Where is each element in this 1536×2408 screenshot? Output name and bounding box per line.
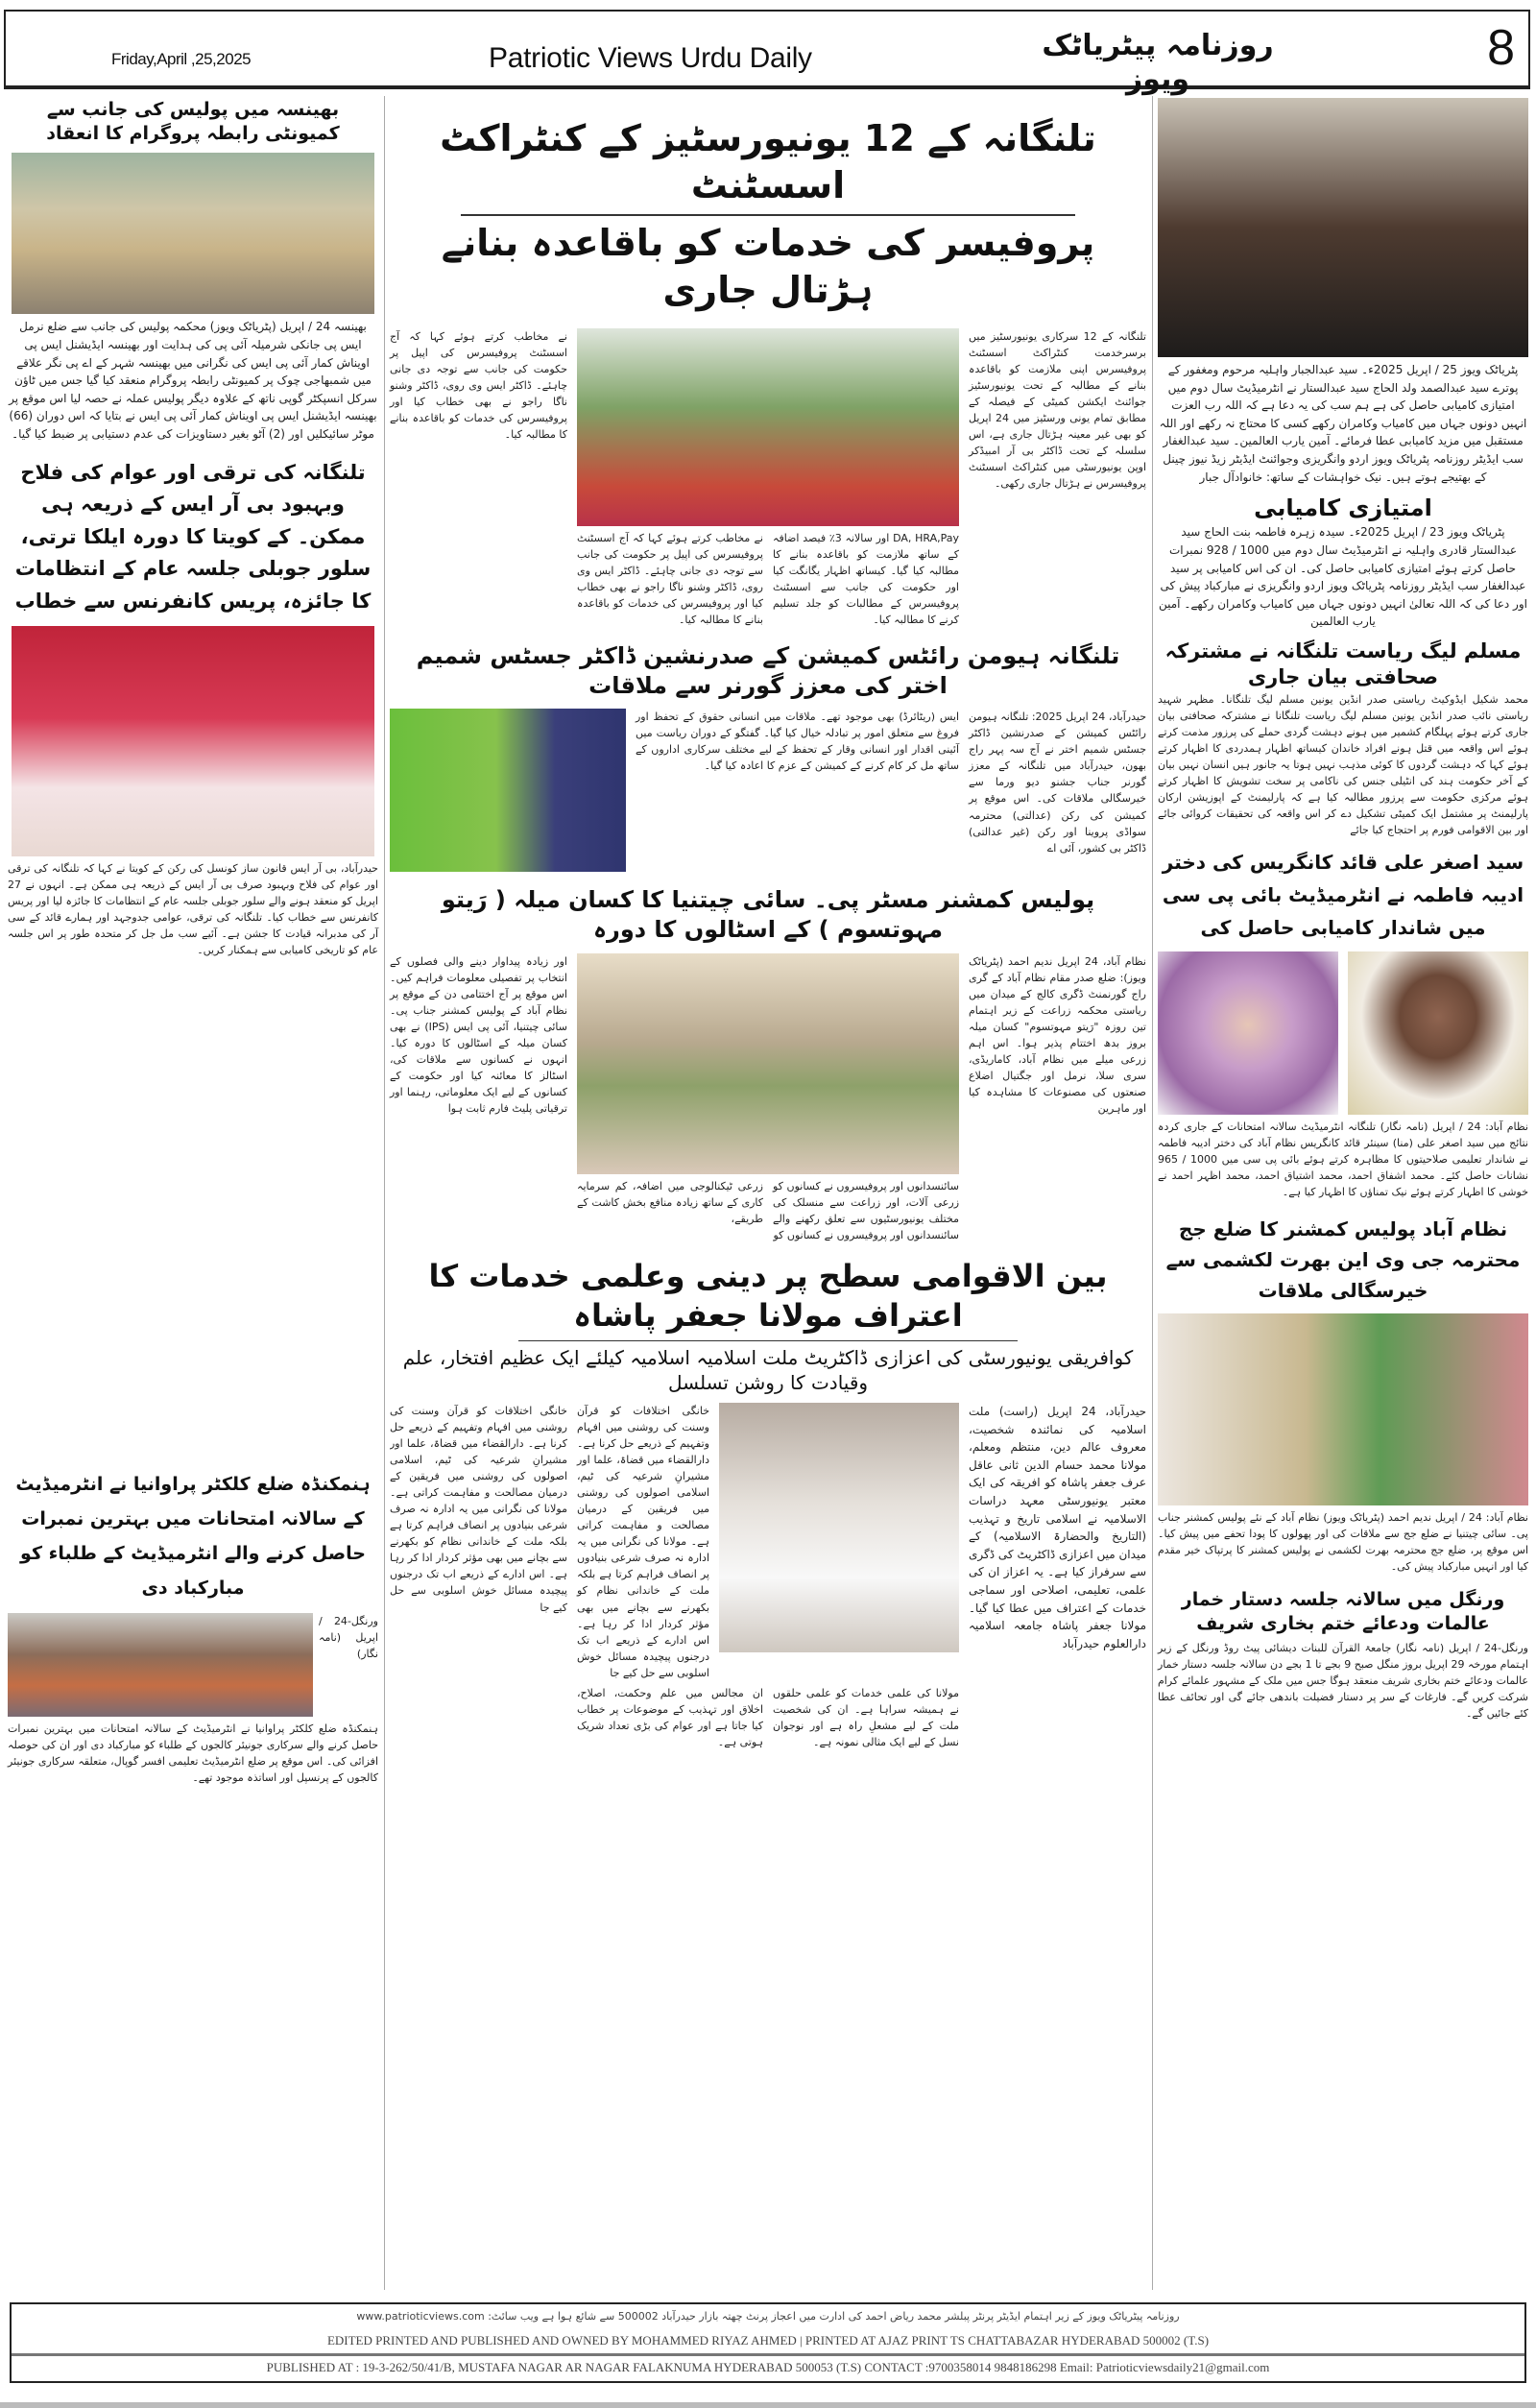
kisan-mela-headline: پولیس کمشنر مسٹر پی۔ سائی چیتنیا کا کسان میلہ ( رَیتو مہوتسوم ) کے اسٹالوں کا دورہ xyxy=(441,886,1095,944)
left-story2-headline: تلنگانہ کی ترقی اور عوام کی فلاح وبہبود بی آر ایس کے ذریعہ ہی ممکن۔ کے کویتا کا دورہ ایلکا ترتی، سلور جوبلی جلسہ عام کے انتظامات کا جائزہ، پریس کانفرنس سے خطاب xyxy=(14,460,372,613)
right-story4-headline: سید اصغر علی قائد کانگریس کی دختر ادیبہ فاطمہ نے انٹرمیڈیٹ بائی پی سی میں شاندار کامیابی حاصل کی xyxy=(1162,850,1524,939)
lead-story-col1: تلنگانہ کے 12 سرکاری یونیورسٹیز میں برسرخدمت کنٹراکٹ اسسٹنٹ پروفیسرس اپنی ملازمت کو باقاعدہ بنانے کے مطالبہ کے تحت یونیورسٹیز جوائنٹ ایکشن کمیٹی کے فیصلہ کے مطابق تمام یونی ورسٹیز میں 24 اپریل کو بھی غیر معینہ ہڑتال جاری ہے، اس سلسلہ کے تحت ڈاکٹر بی آر امبیڈکر اوپن یونیورسٹی میں کنٹراکٹ اسسٹنٹ پروفیسرس نے ہڑتال جاری رکھی۔ xyxy=(969,329,1146,490)
lead-story-col3: نے مخاطب کرتے ہوئے کہا کہ آج اسسٹنٹ پروفیسرس کی اپیل پر حکومت کی جانب سے توجہ دی جانی چاہئے۔ ڈاکٹر ایس وی روی، ڈاکٹر وشنو ناگا راجو نے بھی خطاب کیا اور پروفیسرس کی خدمات کو باقاعدہ بنانے کا مطالبہ کیا۔ xyxy=(390,329,567,441)
imprint-separator xyxy=(12,2353,1524,2356)
right-story3-body: محمد شکیل ایڈوکیٹ ریاستی صدر انڈین یونین مسلم لیگ تلنگانا۔ مظہر شہید ریاستی نائب صدر انڈین یونین مسلم لیگ ریاست تلنگانا نے مشترکہ صحافتی بیان جاری کرتے ہوئے پہلگام کشمیر میں ہونے دہشت گردی حملے کی پرزور مذمت کرتے ہوئے اس واقعہ میں قتل ہونے افراد خاندان کیساتھ اظہار ہمدردی کا اظہار کرتے ہوئے کہا کہ دہشت گردوں کا کوئی مذہب نہیں ہوتا یہ جانور ہیں انسان نہیں بیان کے آخر حکومت ہند کی انٹیلی جنس کی ناکامی پر سخت تشویش کا اظہار کرتے ہوئے مرکزی حکومت سے پرزور مطالبہ کیا ہے کہ پارلیمنٹ کے اپوزیشن ارکان پارلیمنٹ پر مشتمل ایک کمیٹی تشکیل دے کر اس واقعہ کی تحقیقات کروائی جائے اور بین الاقوامی فورم پر احتجاج کیا جائے xyxy=(1158,692,1528,836)
right-story6-headline: ورنگل میں سالانہ جلسہ دستار خمار عالمات ودعائے ختم بخاری شریف xyxy=(1181,1589,1505,1635)
right-story4-body: نظام آباد: 24 / اپریل (نامہ نگار) تلنگانہ انٹرمیڈیٹ سالانہ امتحانات کے جاری کردہ نتائج میں سید اصغر علی (منا) سینئر قائد کانگریس نظام آباد کی دختر ادیبہ فاطمہ نے شاندار تعلیمی صلاحیتوں کا مظاہرہ کرتے ہوئے بائی پی سی میں 1000 / 965 نشانات حاصل کئے۔ محمد اشفاق احمد، محمد اشتیاق احمد، محمد اظہر احمد نے خوشی کا اظہار کرتے ہوئے نیک تمناؤں کا اظہار کیا ہے۔ xyxy=(1158,1120,1528,1199)
right-story2-body: پٹریاٹک ویوز 23 / اپریل 2025ء۔ سیدہ زہرہ فاطمہ بنت الحاج سید عبدالستار قادری واہلیہ نے انٹرمیڈیٹ سال دوم میں 1000 / 928 نمبرات حاصل کرتے ہوئے امتیازی کامیابی حاصل کی۔ ان کی اس کامیابی پر سید عبدالغفار سب ایڈیٹر روزنامہ پٹریاٹک ویوز اردو وانگریزی نے مبارکباد پیش کی اور دعا کی کہ اللہ تعالیٰ انہیں دونوں جہاں میں کامیاب وکامران رکھے۔ آمین یارب العالمین xyxy=(1159,525,1527,629)
hrc-story-col2: ایس (ریٹائرڈ) بھی موجود تھے۔ ملاقات میں انسانی حقوق کے تحفظ اور فروغ سے متعلق امور پر تبادلہ خیال کیا گیا۔ گفتگو کے دوران ریاست میں آئینی اقدار اور انسانی وقار کے تحفظ کے لیے مختلف سرکاری اداروں کے ساتھ مل کر کام کرنے کے کمیشن کے عزم کا اعادہ کیا گیا۔ xyxy=(636,710,959,773)
right-story2-headline: امتیازی کامیابی xyxy=(1254,494,1432,522)
headline-rule xyxy=(461,214,1075,216)
page-number: 8 xyxy=(1487,20,1515,76)
imprint-urdu-text: روزنامہ پیٹریاٹک ویوز کے زیر اہتمام ایڈیٹر پرنٹر پبلشر محمد ریاض احمد کی ادارت میں اعجاز پرنٹ چھتہ بازار حیدرآباد 500002 سے شائع ہوا ہے ویب سائٹ: xyxy=(488,2310,1180,2323)
imprint-urdu-line xyxy=(12,2310,1524,2323)
website-link[interactable]: www.patrioticviews.com xyxy=(356,2310,485,2323)
kisan-mela-stalls-photo xyxy=(577,953,959,1174)
headline-rule xyxy=(518,1340,1018,1341)
maulana-headline: بین الاقوامی سطح پر دینی وعلمی خدمات کا اعتراف مولانا جعفر پاشاہ xyxy=(428,1257,1108,1335)
kisan-story-col3: زرعی ٹیکنالوجی میں اضافہ، کم سرمایہ کاری کے ساتھ زیادہ منافع بخش کاشت کے طریقے، xyxy=(577,1179,763,1225)
commissioner-judge-meeting-photo xyxy=(1158,1313,1528,1505)
imprint-address-line: PUBLISHED AT : 19-3-262/50/41/B, MUSTAFA NAGAR AR NAGAR FALAKNUMA HYDERABAD 500053 (T.S) CONTACT :9700358014 9848186298 Email: Patrioticviewsdaily21@gmail.com xyxy=(266,2360,1270,2374)
left-story2-body: حیدرآباد، بی آر ایس قانون ساز کونسل کی رکن کے کویتا نے کہا کہ تلنگانہ کی ترقی اور عوام کی فلاح وبہبود صرف بی آر ایس کے ذریعہ ہی ممکن ہے۔ انہوں نے 27 اپریل کو منعقد ہونے والے سلور جوبلی جلسہ عام کے انتظامات کا جائزہ لیا اور پریس کانفرنس سے خطاب کیا۔ تلنگانہ کی ترقی، عوامی جدوجہد اور ہمارے قائد کے سی آر کی مدبرانہ قیادت کا جشن ہے۔ آئیے سب مل جل کر متحدہ طور پر اس جلسہ عام کو تاریخی کامیابی سے ہمکنار کریں۔ xyxy=(8,861,378,956)
maulana-col3: مولانا کی علمی خدمات کو علمی حلقوں نے ہمیشہ سراہا ہے۔ ان کی شخصیت ملت کے لیے مشعلِ راہ ہے اور نوجوان نسل کے لیے ایک مثالی نمونہ ہے۔ xyxy=(773,1686,959,1748)
left-story1-headline: بھینسہ میں پولیس کی جانب سے کمیونٹی رابطہ پروگرام کا انعقاد xyxy=(46,99,340,144)
syed-asghar-ali-photo xyxy=(1348,951,1528,1115)
left-story1-body: بھینسہ 24 / اپریل (پٹریاٹک ویوز) محکمہ پولیس کی جانب سے ضلع نرمل ایس پی جانکی شرمیلہ آئی پی کی ہدایت اور بھینسہ ایڈیشنل ایس پی اویناش کمار آئی پی ایس کی نگرانی میں بھینسہ شہر کے اے پی نگر علاقے میں شمبھاجی چوک پر کمیونٹی رابطہ پروگرام منعقد کیا گیا جس میں ٹاؤن سرکل انسپکٹر گوپی ناتھ کے علاوہ دیگر پولیس عملہ نے حصہ لیا اس موقع پر بھینسہ ایڈیشنل ایس پی اویناش کمار آئی پی ایس نے بتایا کہ اس دوران (66) موٹر سائیکلیں اور (2) آٹو بغیر دستاویزات کی عدم دستیابی پر ضبط کیا گیا۔ xyxy=(9,320,377,441)
issue-date: Friday,April ,25,2025 xyxy=(111,50,252,68)
maulana-col5: خانگی اختلافات کو قرآن وسنت کی روشنی میں افہام وتفہیم کے ذریعے حل کرنا ہے۔ دارالقضاء میں قضاۃ، علما اور مشیرانِ شرعیہ کی ٹیم، اسلامی اصولوں کی روشنی میں فریقین کے درمیان مصالحت و مفاہمت کراتی ہے۔ مولانا کی نگرانی میں یہ ادارہ نہ صرف شرعی بنیادوں پر انصاف فراہم کرتا ہے بلکہ ملت کے خاندانی نظام کو بکھرنے سے بچانے میں بھی مؤثر کردار ادا کر رہا ہے۔ اس ادارے کے ذریعے اب تک درجنوں پیچیدہ مسائل خوش اسلوبی سے حل کیے جا xyxy=(390,1404,567,1614)
kisan-story-col2: سائنسدانوں اور پروفیسروں نے کسانوں کو زرعی آلات، اور زراعت سے منسلک کی مختلف یونیورسٹیوں سے تعلق رکھنے والے سائنسدانوں اور پروفیسروں نے کسانوں کو xyxy=(773,1179,959,1241)
right-story6-body: ورنگل-24 / اپریل (نامہ نگار) جامعۃ القرآن للبنات دیشائی پیٹ روڈ ورنگل کے زیر اہتمام مورخہ 29 اپریل بروز منگل صبح 9 بجے تا 1 بجے دن سالانہ جلسہ دستار خمار عالمات ودعائے ختم بخاری شریف منعقد ہوگا جس میں ملک کے مشہور علمائے کرام شرکت کریں گے۔ فارغات کے سر پر دستار فضیلت باندھی جائے گی اور تحائف عطا کئے جائیں گے۔ xyxy=(1158,1641,1528,1720)
student-portrait-photo xyxy=(1158,98,1528,357)
hrc-story-col1: حیدرآباد، 24 اپریل 2025: تلنگانہ ہیومن رائٹس کمیشن کے صدرنشین ڈاکٹر جسٹس شمیم اختر نے آج سہ پہر راج بھون، حیدرآباد میں تلنگانہ کے معزز گورنر جناب جشنو دیو ورما سے خیرسگالی ملاقات کی۔ اس موقع پر کمیشن کی رکن (عدالتی) محترمہ سواڈی پروینا اور رکن (غیر عدالتی) ڈاکٹر بی کشور، آئی اے xyxy=(969,710,1147,855)
left-story3-dateline: ورنگل-24 / اپریل (نامہ نگار) xyxy=(319,1614,378,1661)
lead-story-col2b: نے مخاطب کرتے ہوئے کہا کہ آج اسسٹنٹ پروفیسرس کی اپیل پر حکومت کی جانب سے توجہ دی جانی چاہئے۔ ڈاکٹر ایس وی روی، ڈاکٹر وشنو ناگا راجو نے بھی خطاب کیا اور پروفیسرس کی خدمات کو باقاعدہ بنانے کا مطالبہ کیا۔ xyxy=(577,531,763,626)
lead-story-col2: DA, HRA,Pay اور سالانہ 3٪ فیصد اضافہ کے ساتھ ملازمت کو باقاعدہ بنانے کا مطالبہ کیا گیا۔ کیساتھ اظہار یگانگت کیا اور حکومت کی جانب سے اسسٹنٹ پروفیسرس کے مطالبات کو جلد تسلیم کرنے کا مطالبہ کیا۔ xyxy=(773,531,959,626)
column-divider xyxy=(384,96,385,2290)
newspaper-title-urdu: روزنامہ پیٹریاٹک ویوز xyxy=(1042,29,1274,96)
imprint-footer xyxy=(10,2302,1526,2383)
hrc-headline: تلنگانہ ہیومن رائٹس کمیشن کے صدرنشین ڈاکٹر جسٹس شمیم اختر کی معزز گورنر سے ملاقات xyxy=(416,641,1120,700)
maulana-col4: ان مجالس میں علم وحکمت، اصلاح، اخلاق اور تہذیب کے موضوعات پر خطاب کیا جاتا ہے اور عوام کی بڑی تعداد شریک ہوتی ہے۔ xyxy=(577,1686,763,1748)
column-divider xyxy=(1152,96,1153,2290)
kavitha-press-conference-photo xyxy=(12,626,374,856)
maulana-subheadline: کوافریقی یونیورسٹی کی اعزازی ڈاکٹریٹ ملت اسلامیہ اسلامیہ کیلئے ایک عظیم افتخار، علم وقیادت کا روشن تسلسل xyxy=(402,1345,1134,1394)
maulana-speaking-photo xyxy=(719,1403,959,1652)
kisan-story-col4: اور زیادہ پیداوار دینے والی فصلوں کے انتخاب پر تفصیلی معلومات فراہم کیں۔ اس موقع پر آج اختتامی دن کے موقع پر نظام آباد کے پولیس کمشنر جناب پی۔ سائی چیتنیا، آئی پی ایس (IPS) نے بھی کسان میلہ کے اسٹالوں کا دورہ کیا۔ انہوں نے کسانوں سے ملاقات کی، اسٹالز کا معائنہ کیا اور حکومت کے کسانوں کے لیے ایک معلوماتی، رہنما اور ترقیاتی پلیٹ فارم ثابت ہوا xyxy=(390,954,568,1116)
maulana-col2: خانگی اختلافات کو قرآن وسنت کی روشنی میں افہام وتفہیم کے ذریعے حل کرنا ہے۔ دارالقضاء میں قضاۃ، علما اور مشیرانِ شرعیہ کی ٹیم، اسلامی اصولوں کی روشنی میں فریقین کے درمیان مصالحت و مفاہمت کراتی ہے۔ مولانا کی نگرانی میں یہ ادارہ نہ صرف شرعی بنیادوں پر انصاف فراہم کرتا ہے بلکہ ملت کے خاندانی نظام کو بکھرنے سے بچانے میں بھی مؤثر کردار ادا کر رہا ہے۔ اس ادارے کے ذریعے اب تک درجنوں پیچیدہ مسائل خوش اسلوبی سے حل کیے جا xyxy=(577,1404,709,1679)
maulana-col1: حیدرآباد، 24 اپریل (راست) ملت اسلامیہ کی نمائندہ شخصیت، معروف عالم دین، منتظم ومعلم، مولانا محمد حسام الدین ثانی عاقل عرف جعفر پاشاہ کو افریقہ کی ایک معتبر یونیورسٹی معہد دراسات الاسلامیہ نے اسلامی تاریخ و تہذیب (التاریخ والحضارۃ الاسلامیہ) کے میدان میں اعزازی ڈاکٹریٹ کی ڈگری سے سرفراز کیا ہے۔ یہ اعزاز ان کی علمی، تعلیمی، اصلاحی اور سماجی خدمات کے اعتراف میں عطا کیا گیا۔ مولانا جعفر پاشاہ جامعہ اسلامیہ دارالعلوم حیدرآباد xyxy=(969,1404,1146,1650)
right-story3-headline: مسلم لیگ ریاست تلنگانہ نے مشترکہ صحافتی بیان جاری xyxy=(1164,638,1522,689)
lead-headline-line1: تلنگانہ کے 12 یونیورسٹیز کے کنٹراکٹ اسسٹنٹ xyxy=(440,117,1096,207)
left-story3-body: ہنمکنڈہ ضلع کلکٹر پراوانیا نے انٹرمیڈیٹ کے سالانہ امتحانات میں بہترین نمبرات حاصل کرنے والے سرکاری جونیئر کالجوں کے طلباء کو مبارکباد دی اور ان کی حوصلہ افزائی کی۔ اس موقع پر ضلع انٹرمیڈیٹ تعلیمی افسر گوپال، متعلقہ سرکاری جونیئر کالجوں کے پرنسپل اور اساتذہ موجود تھے۔ xyxy=(8,1722,378,1785)
adeeba-fatima-photo xyxy=(1158,951,1338,1115)
kisan-story-col1: نظام آباد، 24 اپریل ندیم احمد (پٹریاٹک ویوز): ضلع صدر مقام نظام آباد کے گری راج گورنمنٹ ڈگری کالج کے میدان میں ریاستی محکمہ زراعت کے زیر اہتمام تین روزہ "رَیتو مہوتسوم" کسان میلہ بروز بدھ اختتام پذیر ہوا۔ اس اہم زرعی میلے میں نظام آباد، کاماریڈی، سری سلا، نرمل اور جگتیال اضلاع صنعتوں کی مصنوعات کا مشاہدہ کیا اور ماہرین xyxy=(969,954,1146,1116)
middle-column xyxy=(390,98,1146,2295)
police-community-photo xyxy=(12,153,374,314)
masthead xyxy=(4,10,1530,96)
imprint-editor-line: EDITED PRINTED AND PUBLISHED AND OWNED BY MOHAMMED RIYAZ AHMED | PRINTED AT AJAZ PRINT TS CHATTABAZAR HYDERABAD 500002 (T.S) xyxy=(326,2333,1210,2348)
newspaper-title-english: Patriotic Views Urdu Daily xyxy=(489,42,812,74)
right-story5-headline: نظام آباد پولیس کمشنر کا ضلع جج محترمہ جی وی این بھرت لکشمی سے خیرسگالی ملاقات xyxy=(1165,1217,1521,1303)
lead-headline-line2: پروفیسر کی خدمات کو باقاعدہ بنانے ہڑتال جاری xyxy=(441,221,1095,312)
right-column xyxy=(1158,98,1528,2295)
right-story5-body: نظام آباد: 24 / اپریل ندیم احمد (پٹریاٹک ویوز) نظام آباد کے نئے پولیس کمشنر جناب پی۔ سائی چیتنیا نے ضلع جج سے ملاقات کی اور پھولوں کا پودا تحفے میں پیش کیا۔ اس موقع پر، ضلع جج محترمہ بھرت لکشمی نے پولیس کمشنر کا پرتپاک خیر مقدم کیا اور انہیں مبارکباد پیش کی۔ xyxy=(1158,1511,1528,1574)
right-story1-body: پٹریاٹک ویوز 25 / اپریل 2025ء۔ سید عبدالجبار واہلیہ مرحوم ومغفور کے پوترے سید عبدالصمد ولد الحاج سید عبدالستار نے انٹرمیڈیٹ سال دوم میں امتیازی کامیابی حاصل کی ہے ہم سب کی یہ دعا ہے کہ اللہ رب العزت انہیں دونوں جہاں میں کامیاب وکامران رکھے کسی کا محتاج نہ رکھے اور اللہ مستقبل میں مزید کامیابی عطا فرمائے۔ آمین یارب العالمین۔ سید عبدالغفار سب ایڈیٹر روزنامہ پٹریاٹک ویوز اردو وانگریزی وجوائنٹ ایڈیٹر زیڈ نیوز چینل کے بھتیجے ہوتے ہیں۔ نیک خواہشات کے ساتھ: خانوادآل جبار xyxy=(1159,363,1527,484)
governor-meeting-photo xyxy=(390,709,626,872)
left-story3-headline: ہنمکنڈہ ضلع کلکٹر پراوانیا نے انٹرمیڈیٹ کے سالانہ امتحانات میں بہترین نمبرات حاصل کرنے والے انٹرمیڈیٹ کے طلباء کو مبارکباد دی xyxy=(15,1473,371,1599)
protest-statue-photo xyxy=(577,328,959,526)
left-column xyxy=(8,98,378,2295)
students-group-photo xyxy=(8,1613,313,1717)
page-bottom-bar xyxy=(0,2402,1536,2408)
